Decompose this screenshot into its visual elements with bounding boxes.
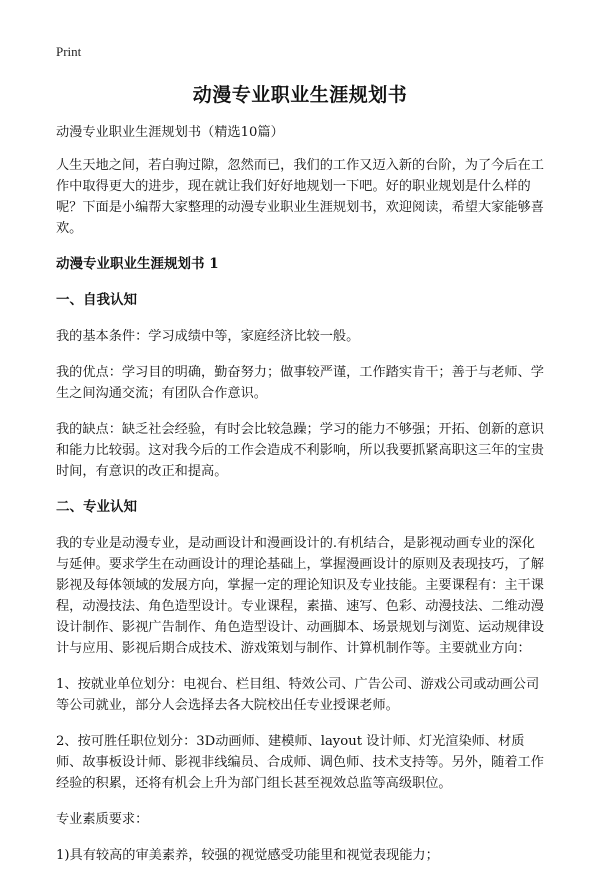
print-link[interactable]: Print bbox=[56, 44, 82, 59]
paragraph-employment-unit: 1、按就业单位划分：电视台、栏目组、特效公司、广告公司、游戏公司或动画公司等公司就业，部分人会选择去各大院校出任专业授课老师。 bbox=[56, 677, 540, 713]
page-title: 动漫专业职业生涯规划书 bbox=[192, 84, 408, 106]
document-subtitle: 动漫专业职业生涯规划书（精选10篇） bbox=[56, 125, 284, 140]
paragraph-quality-label: 专业素质要求： bbox=[56, 812, 149, 827]
paragraph-major-description: 我的专业是动漫专业，是动画设计和漫画设计的.有机结合，是影视动画专业的深化与延伸。要求学生在动画设计的理论基础上，掌握漫画设计的原则及表现技巧，了解影视及每体领域的发展方向，掌握一定的理论知识及专业技能。主要课程有：主干课程，动漫技法、角色造型设计。专业课程，素描、速写、色彩、动漫技法、二维动漫设计制作、影视广告制作、角色造型设计、动画脚本、场景规划与浏览、运动规律设计与应用、影视后期合成技术、游戏策划与制作、计算机制作等。主要就业方向： bbox=[56, 536, 544, 656]
intro-paragraph: 人生天地之间，若白驹过隙，忽然而已，我们的工作又迈入新的台阶，为了今后在工作中取得更大的进步，现在就让我们好好地规划一下吧。好的职业规划是什么样的呢？下面是小编帮大家整理的动漫专业职业生涯规划书，欢迎阅读，希望大家能够喜欢。 bbox=[56, 158, 544, 236]
document-body bbox=[56, 122, 544, 881]
paragraph-weaknesses: 我的缺点：缺乏社会经验，有时会比较急躁；学习的能力不够强；开拓、创新的意识和能力比较弱。这对我今后的工作会造成不利影响，所以我要抓紧高职这三年的宝贵时间，有意识的改正和提高。 bbox=[56, 422, 544, 479]
paragraph-quality-1: 1)具有较高的审美素养，较强的视觉感受功能里和视觉表现能力； bbox=[56, 848, 439, 863]
paragraph-basic-conditions: 我的基本条件：学习成绩中等，家庭经济比较一般。 bbox=[56, 329, 360, 344]
paragraph-strengths: 我的优点：学习目的明确，勤奋努力；做事较严谨，工作踏实肯干；善于与老师、学生之间沟通交流；有团队合作意识。 bbox=[56, 365, 544, 401]
section-heading-major-awareness: 二、专业认知 bbox=[56, 499, 137, 515]
section-heading-self-awareness: 一、自我认知 bbox=[56, 292, 137, 308]
article-heading: 动漫专业职业生涯规划书 1 bbox=[56, 256, 219, 272]
paragraph-employment-position: 2、按可胜任职位划分：3D动画师、建模师、layout 设计师、灯光渲染师、材质师、故事板设计师、影视非线编员、合成师、调色师、技术支持等。另外，随着工作经验的积累，还将有机会上升为部门组长甚至视效总监等高级职位。 bbox=[56, 734, 544, 791]
